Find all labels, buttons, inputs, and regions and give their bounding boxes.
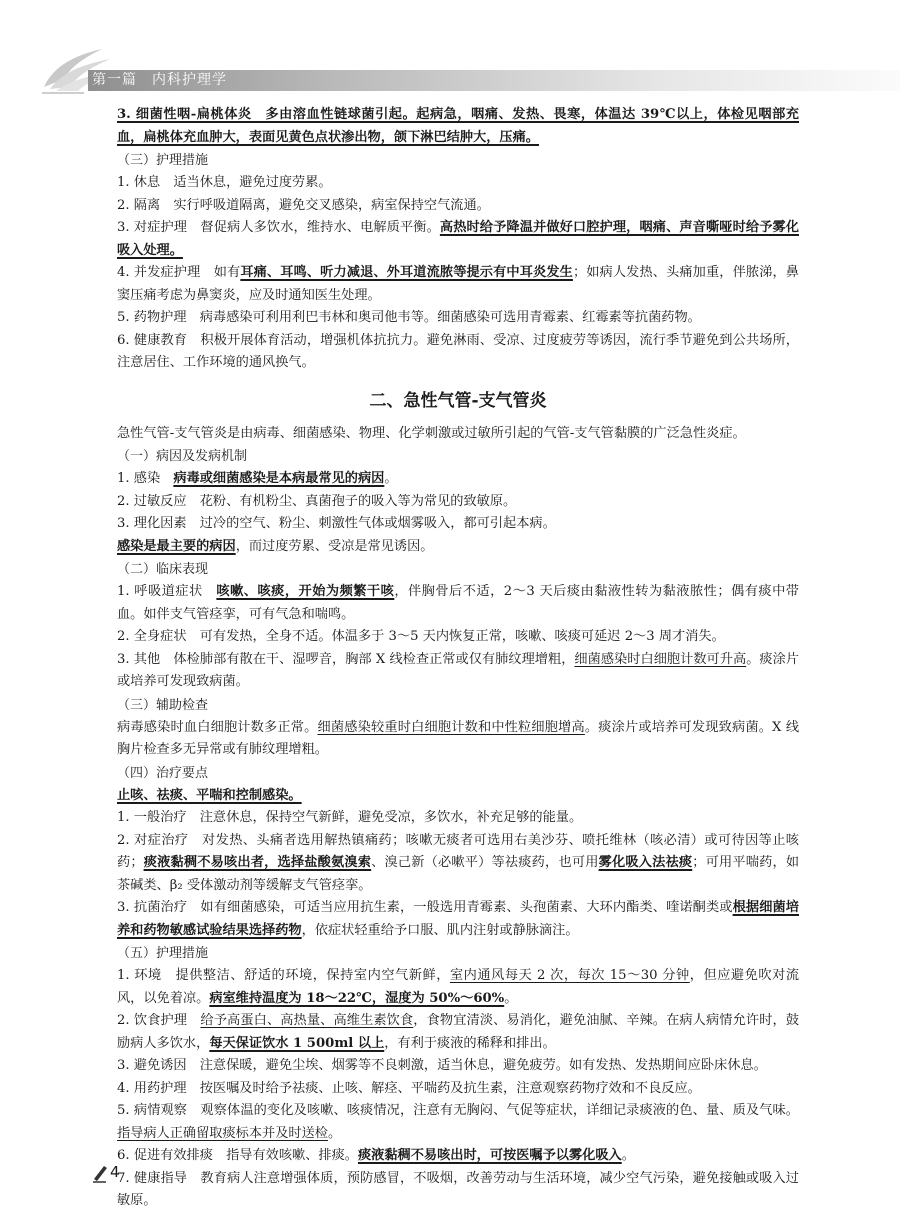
underlined-text: 室内通风每天 2 次，每次 15～30 分钟	[449, 968, 690, 983]
highlight-text: 雾化吸入法祛痰	[598, 855, 693, 870]
text-span: ；可用平喘药，如茶碱类、β₂ 受体激动剂等缓解支气管痉挛。	[117, 855, 800, 893]
text-span: 。	[621, 1148, 635, 1163]
text-span: 。痰涂片或培养可发现致病菌。X 线胸片检查多无异常或有肺纹理增粗。	[117, 719, 800, 757]
subheading: （三）辅助检查	[117, 697, 209, 713]
pencil-icon	[92, 1163, 108, 1183]
paragraph: 急性气管-支气管炎是由病毒、细菌感染、物理、化学刺激或过敏所引起的气管-支气管黏膜的广泛急性炎症。	[117, 425, 746, 441]
underlined-text: 指导病人正确留取痰标本并及时送检	[117, 1125, 328, 1141]
paragraph	[117, 965, 799, 1010]
highlight-text: 痰液黏稠不易咳出者，选择盐酸氨溴索	[143, 855, 372, 870]
subheading: （四）治疗要点	[117, 765, 209, 781]
underlined-text: 细菌感染时白细胞计数可升高	[574, 651, 747, 667]
text-span: 4. 并发症护理 如有	[117, 265, 241, 280]
page-footer	[92, 1162, 152, 1186]
paragraph: 4. 用药护理 按医嘱及时给予祛痰、止咳、解痉、平喘药及抗生素，注意观察药物疗效和不良反应。	[117, 1080, 701, 1096]
text-span: ，依症状轻重给予口服、肌内注射或静脉滴注。	[301, 922, 579, 938]
subheading: （三）护理措施	[117, 153, 209, 168]
paragraph	[117, 1100, 799, 1145]
text-span: 。	[328, 1125, 342, 1141]
paragraph	[117, 785, 799, 808]
paragraph	[117, 717, 799, 762]
paragraph	[117, 1145, 799, 1168]
paragraph: 2. 隔离 实行呼吸道隔离，避免交叉感染，病室保持空气流通。	[117, 197, 490, 213]
text-span: 。痰涂片或培养可发现致病菌。	[117, 651, 800, 689]
paragraph	[117, 536, 799, 559]
text-span: ，但应避免吹对流风，以免着凉。	[117, 968, 800, 1006]
paragraph	[117, 262, 799, 307]
paragraph	[117, 649, 799, 694]
highlight-text: 每天保证饮水 1 500ml 以上	[209, 1035, 385, 1051]
page-header	[0, 0, 900, 100]
paragraph	[117, 897, 799, 942]
text-span: 3. 抗菌治疗 如有细菌感染，可适当应用抗生素，一般选用青霉素、头孢菌素、大环内酯类、喹诺酮类或	[117, 900, 733, 915]
paragraph: 1. 休息 适当休息，避免过度劳累。	[117, 175, 332, 190]
text-span: 2. 对症治疗 对发热、头痛者选用解热镇痛药；咳嗽无痰者可选用右美沙芬、喷托维林（咳必清）或可待因等止咳药；	[117, 832, 799, 870]
paragraph: 7. 健康指导 教育病人注意增强体质，预防感冒，不吸烟，改善劳动与生活环境，减少空气污染，避免接触或吸入过敏原。	[117, 1170, 799, 1208]
text-span: 1. 环境 提供整洁、舒适的环境，保持室内空气新鲜，	[117, 968, 450, 983]
highlight-text: 病毒或细菌感染是本病最常见的病因	[173, 471, 385, 486]
text-span: ；如病人发热、头痛加重，伴脓涕，鼻窦压痛考虑为鼻窦炎，应及时通知医生处理。	[117, 265, 799, 303]
paragraph	[117, 581, 799, 626]
text-span: 病毒感染时血白细胞计数多正常。	[117, 719, 318, 735]
page-content	[117, 104, 799, 1213]
highlight-text: 痰液黏稠不易咳出时，可按医嘱予以雾化吸入	[357, 1148, 622, 1163]
text-span: 3. 对症护理 督促病人多饮水，维持水、电解质平衡。	[117, 220, 440, 235]
highlight-text: 高热时给予降温并做好口腔护理，咽痛、声音嘶哑时给予雾化吸入处理。	[117, 220, 799, 258]
highlight-text: 感染是最主要的病因	[117, 538, 236, 554]
text-span: 3. 其他 体检肺部有散在干、湿啰音，胸部 X 线检查正常或仅有肺纹理增粗，	[117, 651, 575, 667]
highlight-text: 咳嗽、咳痰，开始为频繁干咳	[216, 584, 395, 599]
paragraph: 3. 避免诱因 注意保暖，避免尘埃、烟雾等不良刺激，适当休息，避免疲劳。如有发热、发热期间应卧床休息。	[117, 1058, 767, 1073]
text-span: 1. 呼吸道症状	[117, 584, 217, 599]
underlined-text: 给予高蛋白、高热量、高维生素饮食	[200, 1013, 414, 1028]
highlight-text: 耳痛、耳鸣、听力减退、外耳道流脓等提示有中耳炎发生	[240, 265, 573, 280]
text-span: 1. 感染	[117, 471, 174, 486]
paragraph: 2. 全身症状 可有发热，全身不适。体温多于 3～5 天内恢复正常，咳嗽、咳痰可延迟 2～3 周才消失。	[117, 629, 725, 644]
paragraph: 2. 过敏反应 花粉、有机粉尘、真菌孢子的吸入等为常见的致敏原。	[117, 493, 517, 509]
text-span: ，食物宜清淡、易消化，避免油腻、辛辣。在病人病情允许时，鼓励病人多饮水，	[117, 1013, 800, 1051]
text-span: 、溴己新（必嗽平）等祛痰药，也可用	[371, 855, 599, 870]
underlined-text: 细菌感染较重时白细胞计数和中性粒细胞增高	[317, 719, 585, 735]
paragraph	[117, 104, 799, 149]
paragraph: 1. 一般治疗 注意休息，保持空气新鲜，避免受凉，多饮水，补充足够的能量。	[117, 810, 583, 825]
paragraph	[117, 1010, 799, 1055]
highlight-text: 止咳、祛痰、平喘和控制感染。	[117, 787, 302, 803]
page-number: 4	[110, 1163, 120, 1181]
paragraph-text: 3. 细菌性咽-扁桃体炎 多由溶血性链球菌引起。起病急，咽痛、发热、畏寒，体温达 39℃以上，体检见咽部充血，扁桃体充血肿大，表面见黄色点状渗出物，颌下淋巴结肿大，压痛。	[117, 107, 799, 145]
highlight-text: 根据细菌培养和药物敏感试验结果选择药物	[117, 900, 799, 938]
subheading: （五）护理措施	[117, 946, 209, 961]
text-span: 。	[384, 471, 398, 486]
paragraph: 6. 健康教育 积极开展体育活动，增强机体抗抗力。避免淋雨、受凉、过度疲劳等诱因，流行季节避免到公共场所，注意居住、工作环境的通风换气。	[117, 332, 799, 370]
text-span: ，伴胸骨后不适，2～3 天后痰由黏液性转为黏液脓性；偶有痰中带血。如伴支气管痉挛，可有气急和喘鸣。	[117, 584, 799, 622]
chapter-heading: 二、急性气管-支气管炎	[369, 390, 547, 411]
paragraph	[117, 468, 799, 491]
text-span: 6. 促进有效排痰 指导有效咳嗽、排痰。	[117, 1148, 358, 1163]
paragraph	[117, 217, 799, 262]
subheading: （一）病因及发病机制	[117, 449, 248, 464]
text-span: 5. 病情观察 观察体温的变化及咳嗽、咳痰情况，注意有无胸闷、气促等症状，详细记录痰液的色、量、质及气味。	[117, 1103, 799, 1118]
text-span: 。	[504, 990, 518, 1006]
paragraph	[117, 830, 799, 898]
section-title: 第一篇 内科护理学	[92, 72, 227, 88]
subheading: （二）临床表现	[117, 562, 209, 577]
highlight-text: 病室维持温度为 18～22℃，湿度为 50%～60%	[209, 990, 505, 1006]
text-span: ，有利于痰液的稀释和排出。	[384, 1035, 556, 1051]
text-span: 2. 饮食护理	[117, 1013, 201, 1028]
paragraph: 3. 理化因素 过冷的空气、粉尘、刺激性气体或烟雾吸入，都可引起本病。	[117, 516, 556, 531]
paragraph: 5. 药物护理 病毒感染可利用利巴韦林和奥司他韦等。细菌感染可选用青霉素、红霉素等抗菌药物。	[117, 310, 701, 325]
text-span: ，而过度劳累、受凉是常见诱因。	[235, 538, 434, 554]
